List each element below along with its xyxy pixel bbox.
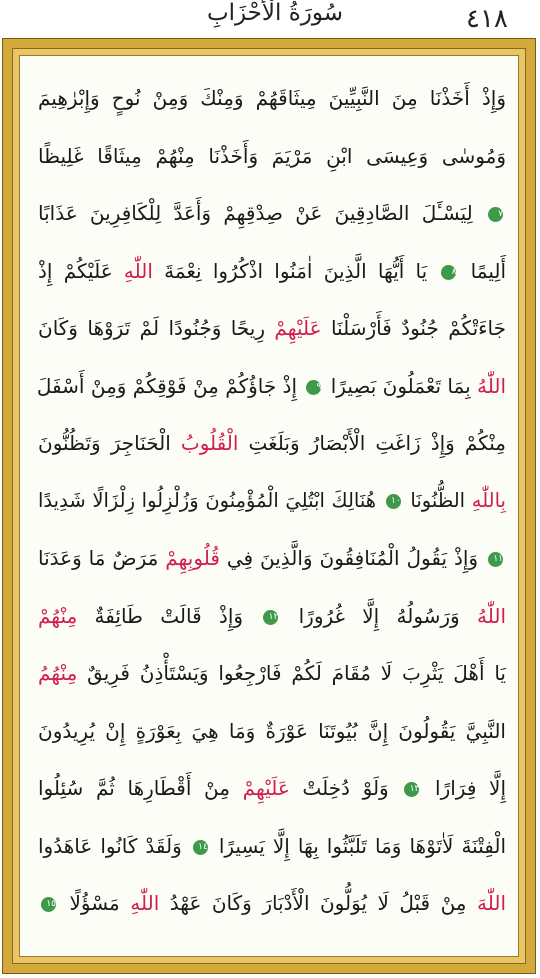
verse-text: وَلَوْ دُخِلَتْ [289, 776, 402, 800]
ayah-number-marker: ١٠ [386, 494, 401, 509]
text-line [38, 366, 506, 406]
verse-text: جَاءَتْكُمْ جُنُودٌ فَأَرْسَلْنَا [321, 316, 507, 340]
ayah-number-marker: ٨ [441, 265, 456, 280]
text-line [38, 136, 506, 176]
verse-text: الْحَنَاجِرَ وَتَظُنُّونَ [38, 431, 181, 455]
text-line [38, 251, 506, 291]
verse-text: وَلَقَدْ كَانُوا عَاهَدُوا [38, 833, 190, 858]
page-number: ٤١٨ [466, 4, 508, 34]
highlighted-word: قُلُوبِهِمْ [165, 546, 220, 570]
text-line [38, 768, 506, 808]
verse-text: إِذْ جَاؤُكُمْ مِنْ فَوْقِكُمْ وَمِنْ أَسْفَلَ [36, 373, 304, 398]
ayah-number-marker: ١٥ [41, 897, 56, 912]
text-line [38, 538, 506, 578]
ayah-number-marker: ١١ [488, 552, 503, 567]
verse-text: وَإِذْ قَالَتْ طَائِفَةٌ [77, 603, 261, 628]
highlighted-word: اللّٰهَ [477, 891, 506, 915]
text-line [38, 423, 506, 463]
highlighted-word: عَلَيْهِمْ [274, 316, 322, 340]
verse-text: رِيحًا وَجُنُودًا لَمْ تَرَوْهَا وَكَانَ [38, 316, 275, 340]
quran-text-block [38, 72, 506, 934]
verse-text: مَرَضٌ مَا وَعَدَنَا [38, 546, 166, 570]
verse-text: أَلِيمًا [459, 258, 507, 283]
text-line [38, 826, 506, 866]
verse-text: الْفِتْنَةَ لَاٰتَوْهَا وَمَا تَلَبَّثُوا بِهَا إِلَّا يَسِيرًا [210, 833, 507, 858]
verse-text: وَإِذْ أَخَذْنَا مِنَ النَّبِيِّينَ مِيثَاقَهُمْ وَمِنْكَ وَمِنْ نُوحٍ وَإِبْرٰهِيمَ [38, 86, 506, 110]
ayah-number-marker: ١٣ [404, 782, 419, 797]
highlighted-word: مِنْهُمْ [38, 603, 78, 628]
text-line [38, 78, 506, 118]
highlighted-word: اللّٰهِ [123, 258, 153, 283]
highlighted-word: اللّٰهُ [477, 373, 506, 398]
verse-text: إِلَّا فِرَارًا [422, 776, 506, 800]
verse-text: مِنْ قَبْلُ لَا يُوَلُّونَ الْأَدْبَارَ وَكَانَ عَهْدُ [159, 891, 477, 915]
text-line [38, 481, 506, 521]
verse-text: وَرَسُولُهُ إِلَّا غُرُورًا [281, 603, 477, 628]
text-line [38, 711, 506, 751]
page-frame-middle [12, 48, 526, 964]
verse-text: وَمُوسٰى وَعِيسَى ابْنِ مَرْيَمَ وَأَخَذْنَا مِنْهُمْ مِيثَاقًا غَلِيظًا [38, 143, 506, 168]
text-line [38, 596, 506, 636]
verse-text: مِنْكُمْ وَإِذْ زَاغَتِ الْأَبْصَارُ وَبَلَغَتِ [238, 431, 506, 455]
ayah-number-marker: ٧ [488, 207, 503, 222]
surah-title: سُورَةُ الْأَحْزَابِ [206, 0, 344, 26]
verse-text: لِيَسْـَٔلَ الصَّادِقِينَ عَنْ صِدْقِهِمْ وَأَعَدَّ لِلْكَافِرِينَ عَذَابًا [38, 201, 485, 225]
page-frame-inner [19, 55, 519, 957]
verse-text: هُنَالِكَ ابْتُلِيَ الْمُؤْمِنُونَ وَزُلْزِلُوا زِلْزَالًا شَدِيدًا [38, 488, 383, 512]
verse-text: يَا أَهْلَ يَثْرِبَ لَا مُقَامَ لَكُمْ فَارْجِعُوا وَيَسْتَأْذِنُ فَرِيقٌ [77, 661, 506, 685]
highlighted-word: بِاللّٰهِ [471, 488, 506, 512]
ayah-number-marker: ٩ [306, 380, 321, 395]
verse-text: مَسْؤُلًا [59, 891, 131, 915]
text-line [38, 653, 506, 693]
text-line [38, 308, 506, 348]
verse-text: عَلَيْكُمْ إِذْ [38, 258, 124, 283]
ayah-number-marker: ١٢ [263, 610, 278, 625]
verse-text: النَّبِيَّ يَقُولُونَ إِنَّ بُيُوتَنَا عَوْرَةٌ وَمَا هِيَ بِعَوْرَةٍ إِنْ يُرِيدُونَ [38, 718, 506, 743]
text-line [38, 883, 506, 923]
verse-text: يَا أَيُّهَا الَّذِينَ اٰمَنُوا اذْكُرُوا نِعْمَةَ [152, 258, 439, 283]
page-frame-outer [2, 38, 536, 974]
highlighted-word: مِنْهُمُ [38, 661, 78, 685]
text-line [38, 193, 506, 233]
ayah-number-marker: ١٤ [193, 840, 208, 855]
verse-text: بِمَا تَعْمَلُونَ بَصِيرًا [324, 373, 477, 398]
highlighted-word: اللّٰهِ [130, 891, 160, 915]
verse-text: مِنْ أَقْطَارِهَا ثُمَّ سُئِلُوا [38, 776, 243, 800]
highlighted-word: اللّٰهُ [477, 603, 506, 628]
verse-text: الظُّنُونَا [403, 488, 472, 512]
verse-text: وَإِذْ يَقُولُ الْمُنَافِقُونَ وَالَّذِينَ فِي [219, 546, 485, 570]
highlighted-word: عَلَيْهِمْ [242, 776, 290, 800]
page-header [0, 0, 540, 38]
highlighted-word: الْقُلُوبُ [180, 431, 239, 455]
